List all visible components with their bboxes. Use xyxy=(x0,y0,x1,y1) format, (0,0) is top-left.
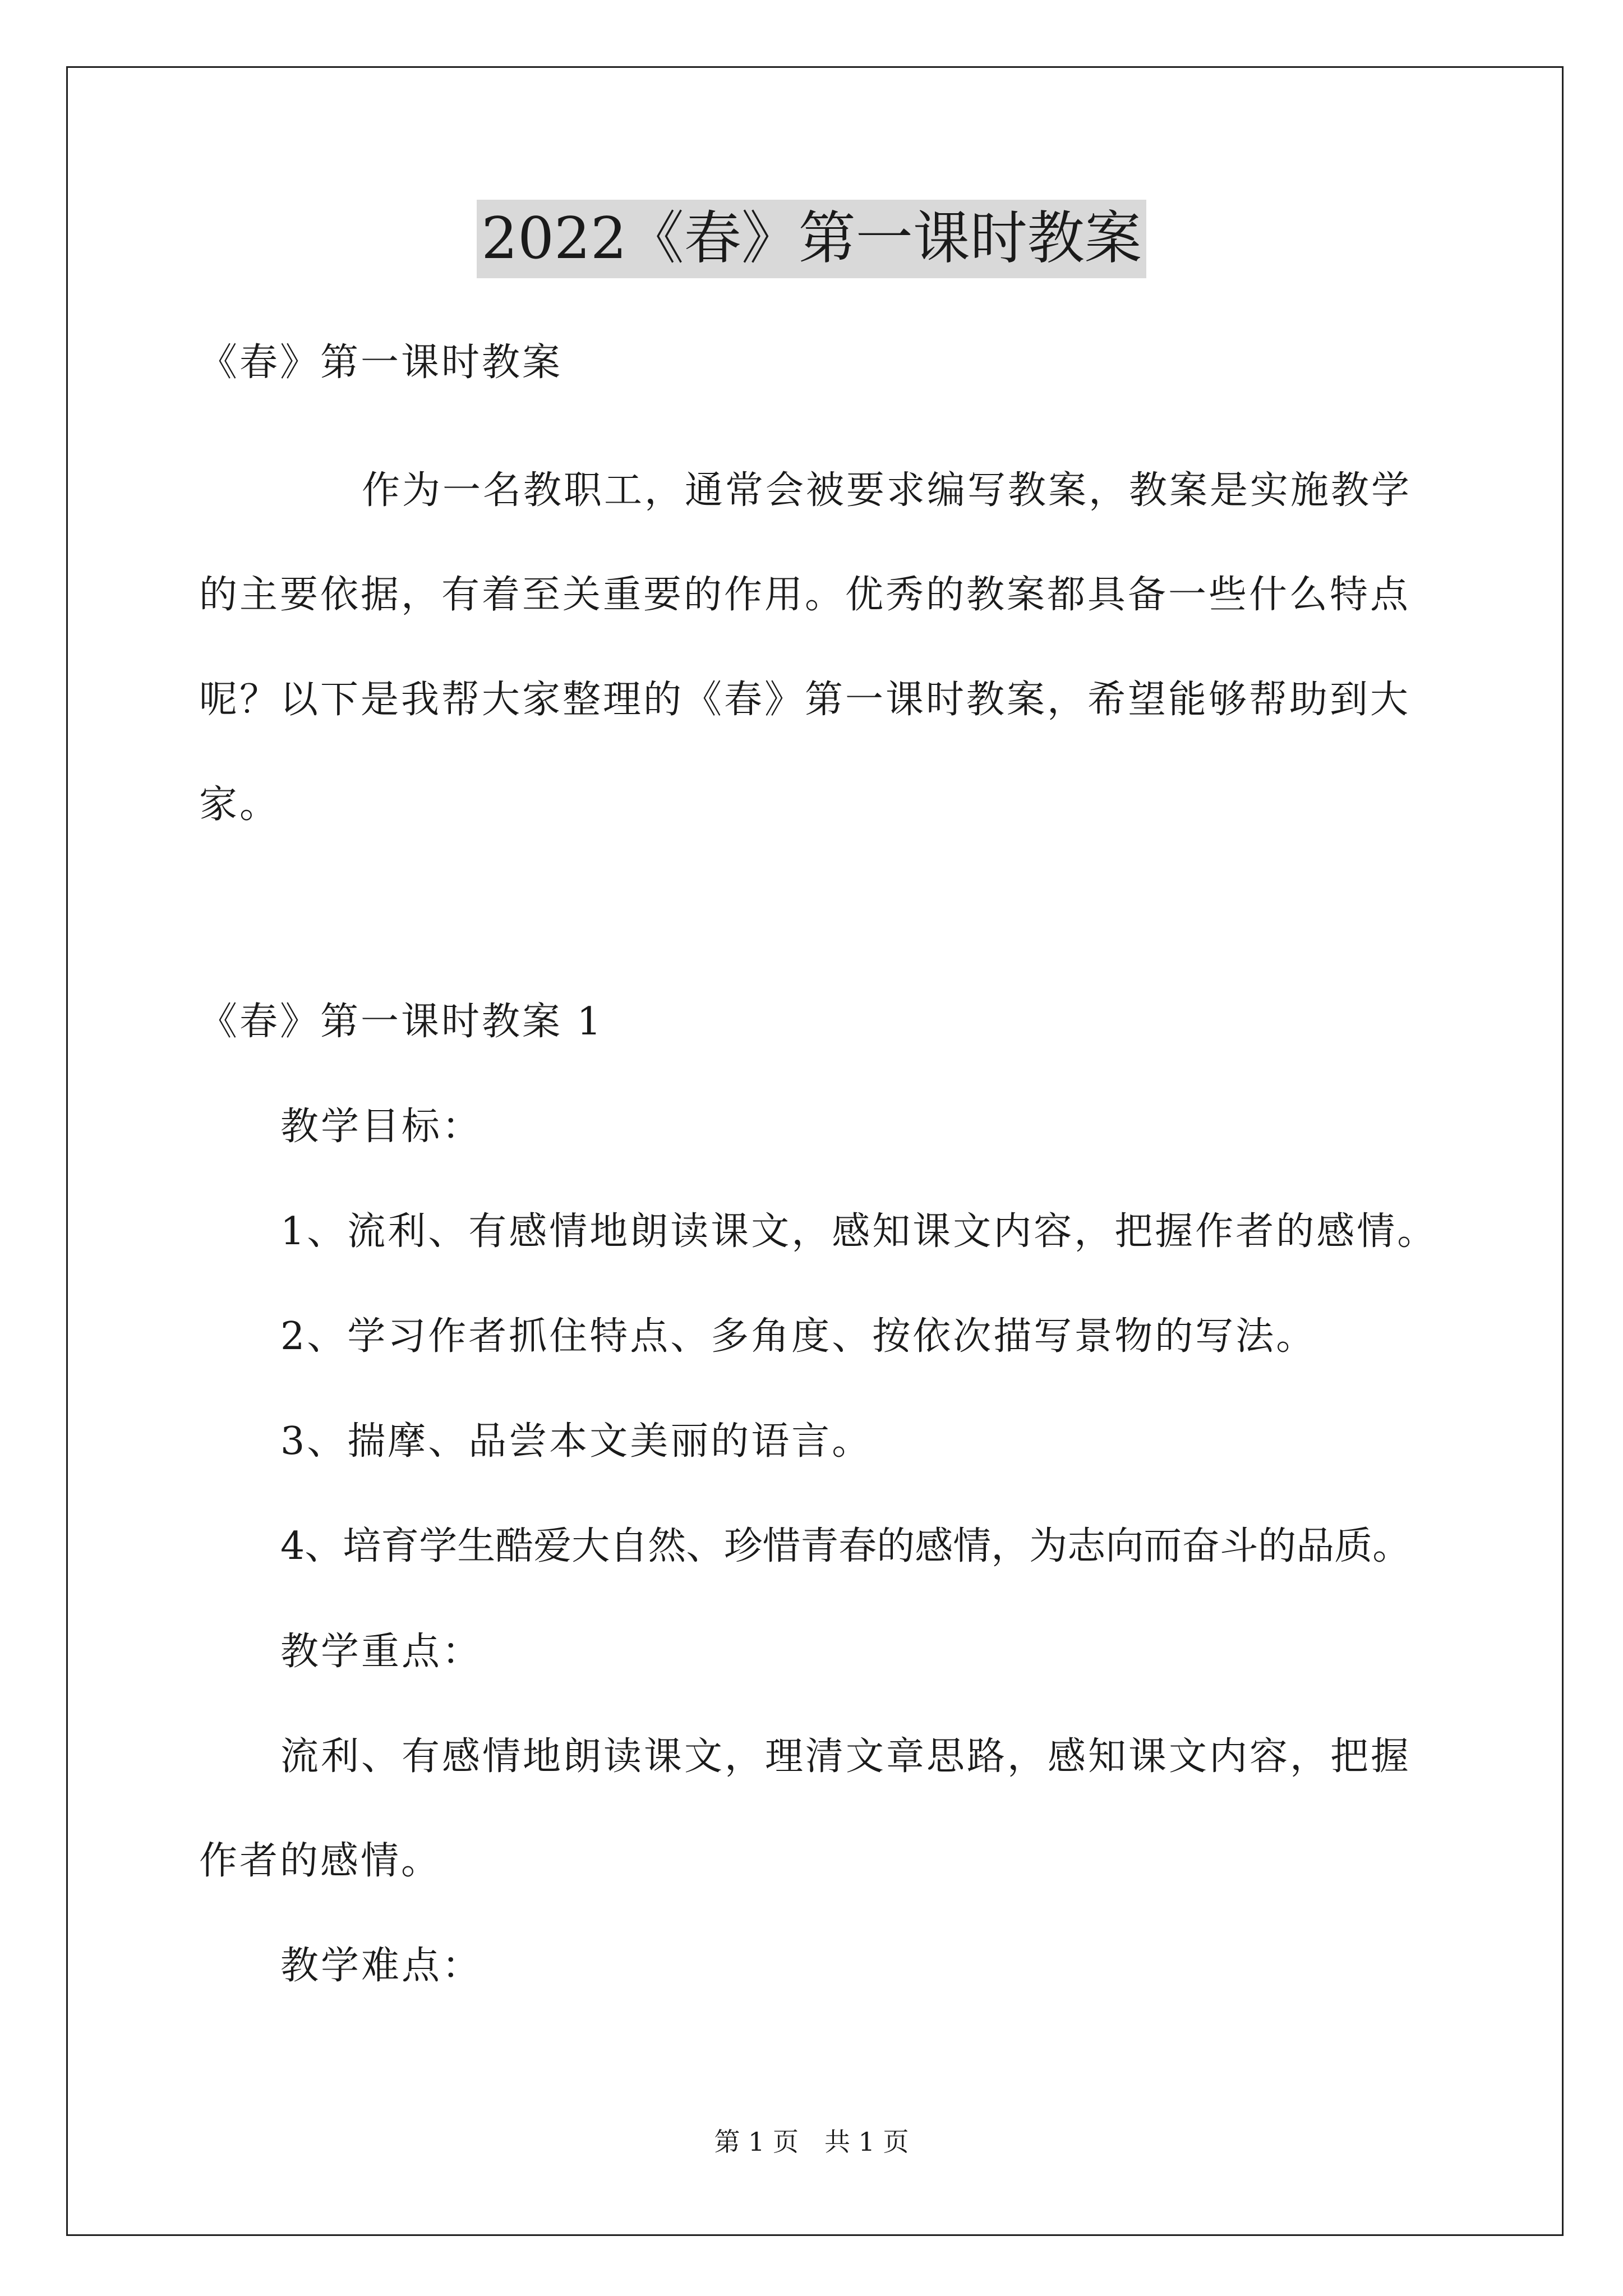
difficulties-heading: 教学难点： xyxy=(280,1944,483,1988)
intro-line-4: 家。 xyxy=(199,783,280,827)
subtitle: 《春》第一课时教案 xyxy=(199,341,563,385)
goal-item-3: 3、揣摩、品尝本文美丽的语言。 xyxy=(280,1419,873,1464)
intro-line-3: 呢？以下是我帮大家整理的《春》第一课时教案，希望能够帮助到大 xyxy=(199,678,1411,722)
goals-heading: 教学目标： xyxy=(280,1105,483,1149)
document-title xyxy=(0,200,1623,295)
page-footer: 第 1 页 共 1 页 xyxy=(714,2127,909,2157)
goal-item-2: 2、学习作者抓住特点、多角度、按依次描写景物的写法。 xyxy=(280,1314,1317,1359)
key-points-line-1: 流利、有感情地朗读课文，理清文章思路，感知课文内容，把握 xyxy=(280,1734,1412,1779)
goal-item-4: 4、培育学生酷爱大自然、珍惜青春的感情，为志向而奋斗的品质。 xyxy=(280,1524,1411,1568)
intro-line-1: 作为一名教职工，通常会被要求编写教案，教案是实施教学 xyxy=(362,468,1412,513)
key-points-line-2: 作者的感情。 xyxy=(199,1839,442,1883)
intro-line-2: 的主要依据，有着至关重要的作用。优秀的教案都具备一些什么特点 xyxy=(199,573,1411,617)
document-title-text: 2022《春》第一课时教案 xyxy=(477,200,1146,278)
goal-item-1: 1、流利、有感情地朗读课文，感知课文内容，把握作者的感情。 xyxy=(280,1209,1438,1254)
section-heading: 《春》第一课时教案 1 xyxy=(199,1000,603,1044)
key-points-heading: 教学重点： xyxy=(280,1630,483,1674)
